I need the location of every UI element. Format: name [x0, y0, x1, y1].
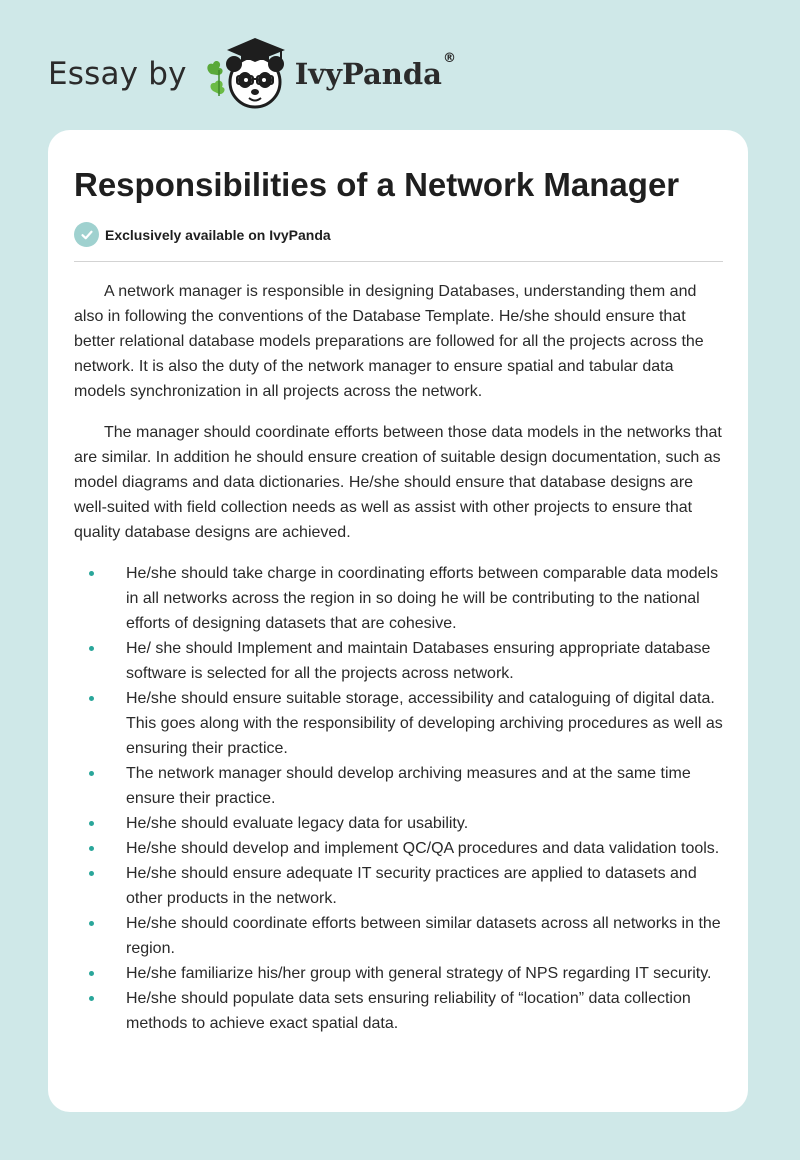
bullet-dot: [89, 921, 94, 926]
bullet-dot: [89, 871, 94, 876]
panda-logo-icon[interactable]: [201, 34, 293, 114]
list-item: [74, 561, 726, 636]
list-item-text: He/she should ensure suitable storage, accessibility and cataloguing of digital data. This goes along with the responsibility of developing archiving procedures as well as ensuring their practice.: [126, 690, 723, 757]
check-mark-icon: [80, 228, 94, 242]
list-item-text: He/she should develop and implement QC/QA procedures and data validation tools.: [126, 840, 720, 857]
check-icon: [74, 222, 99, 247]
list-item-text: The network manager should develop archiving measures and at the same time ensure their practice.: [126, 765, 691, 807]
title-divider: [74, 261, 723, 262]
list-item: [74, 911, 726, 961]
essay-title: Responsibilities of a Network Manager: [74, 166, 680, 203]
brand-name-text: IvyPanda: [294, 57, 442, 91]
list-item: [74, 636, 726, 686]
bullet-dot: [89, 571, 94, 576]
site-header: [48, 34, 456, 114]
list-item: [74, 836, 726, 861]
bullet-dot: [89, 846, 94, 851]
essay-body: [74, 279, 726, 1036]
paragraph: A network manager is responsible in designing Databases, understanding them and also in following the conventions of the Database Template. He/she should ensure that better relational database models preparations are followed for all the projects across the network. It is also the duty of the network manager to ensure spatial and tabular data models synchronization in all projects across the network.: [74, 283, 704, 400]
list-item-text: He/she should take charge in coordinating efforts between comparable data models in all networks across the region in so doing he will be contributing to the national efforts of designing datasets that are cohesive.: [126, 565, 719, 632]
list-item-text: He/she familiarize his/her group with general strategy of NPS regarding IT security.: [126, 965, 712, 982]
list-item: [74, 861, 726, 911]
bullet-dot: [89, 821, 94, 826]
list-item: [74, 961, 726, 986]
exclusive-badge-label: Exclusively available on IvyPanda: [105, 226, 331, 243]
list-item-text: He/she should evaluate legacy data for usability.: [126, 815, 469, 832]
registered-mark: ®: [442, 51, 456, 66]
list-item-text: He/ she should Implement and maintain Databases ensuring appropriate database software is selected for all the projects across network.: [126, 640, 711, 682]
list-item: [74, 986, 726, 1036]
essay-by-label: Essay by: [48, 56, 187, 92]
bullet-dot: [89, 771, 94, 776]
list-item-text: He/she should ensure adequate IT security practices are applied to datasets and other products in the network.: [126, 865, 697, 907]
list-item: [74, 686, 726, 761]
list-item: [74, 811, 726, 836]
list-item-text: He/she should coordinate efforts between similar datasets across all networks in the region.: [126, 915, 721, 957]
list-item-text: He/she should populate data sets ensuring reliability of “location” data collection methods to achieve exact spatial data.: [126, 990, 691, 1032]
bullet-dot: [89, 996, 94, 1001]
bullet-dot: [89, 696, 94, 701]
exclusive-badge: [74, 222, 331, 247]
bullet-dot: [89, 646, 94, 651]
bullet-dot: [89, 971, 94, 976]
responsibilities-list: [74, 561, 726, 1036]
essay-card: [48, 130, 748, 1112]
list-item: [74, 761, 726, 811]
paragraph: The manager should coordinate efforts between those data models in the networks that are similar. In addition he should ensure creation of suitable design documentation, such as model diagrams and data dictionaries. He/she should ensure that database designs are well-suited with field collection needs as well as assist with other projects to ensure that quality database designs are achieved.: [74, 424, 722, 541]
brand-name[interactable]: [294, 51, 456, 91]
